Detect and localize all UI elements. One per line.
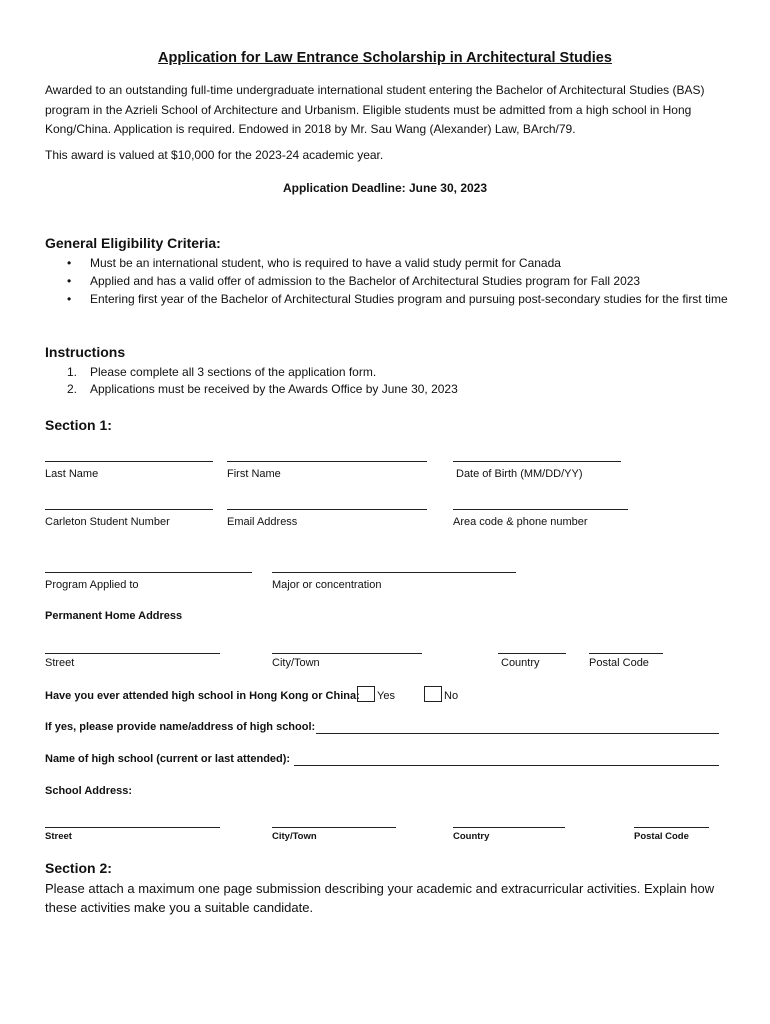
instructions-heading: Instructions <box>45 344 126 360</box>
list-item <box>45 254 735 272</box>
award-value-text: This award is valued at $10,000 for the 2023-24 academic year. <box>45 148 384 162</box>
phone-field[interactable] <box>453 509 628 510</box>
section2-text: Please attach a maximum one page submission describing your academic and extracurricular activities. Explain how these activities make you a suitable candidate. <box>45 881 715 915</box>
list-item <box>45 364 735 381</box>
no-checkbox[interactable] <box>424 686 442 702</box>
student-number-field[interactable] <box>45 509 213 510</box>
list-item <box>45 290 735 308</box>
if-yes-label: If yes, please provide name/address of high school: <box>45 721 316 733</box>
home-street-field[interactable] <box>45 653 220 654</box>
program-label: Program Applied to <box>45 579 139 591</box>
list-item-text: Entering first year of the Bachelor of Architectural Studies program and pursuing post-secondary studies for the first time <box>90 292 728 306</box>
school-name-label: Name of high school (current or last attended): <box>45 753 291 765</box>
list-number: 1. <box>67 365 78 379</box>
home-city-field[interactable] <box>272 653 422 654</box>
school-postal-field[interactable] <box>634 827 709 828</box>
school-city-label: City/Town <box>272 831 317 842</box>
intro-paragraph: Awarded to an outstanding full-time undergraduate international student entering the Bachelor of Architectural Studies (BAS) program in the Azrieli School of Architecture and Urbanism. Eligible students must be admitted from a high school in Hong Kong/China. Application is required. Endowed in 2018 by Mr. Sau Wang (Alexander) Law, BArch/79. <box>45 83 705 136</box>
home-postal-field[interactable] <box>589 653 663 654</box>
section1-heading: Section 1: <box>45 417 112 433</box>
permanent-address-heading: Permanent Home Address <box>45 610 183 622</box>
home-street-label: Street <box>45 657 75 669</box>
hk-question: Have you ever attended high school in Hong Kong or China: <box>45 690 360 702</box>
list-item-text: Applied and has a valid offer of admission to the Bachelor of Architectural Studies program for Fall 2023 <box>90 274 641 288</box>
school-street-label: Street <box>45 831 72 842</box>
bullet-icon: • <box>67 274 72 288</box>
major-label: Major or concentration <box>272 579 382 591</box>
list-item <box>45 381 735 398</box>
school-country-field[interactable] <box>453 827 565 828</box>
list-item <box>45 272 735 290</box>
bullet-icon: • <box>67 292 72 306</box>
major-field[interactable] <box>272 572 516 573</box>
instructions-list <box>45 364 735 398</box>
school-postal-label: Postal Code <box>634 831 689 842</box>
home-postal-label: Postal Code <box>589 657 649 669</box>
last-name-field[interactable] <box>45 461 213 462</box>
email-field[interactable] <box>227 509 427 510</box>
bullet-icon: • <box>67 256 72 270</box>
school-address-heading: School Address: <box>45 785 132 797</box>
dob-label: Date of Birth (MM/DD/YY) <box>456 468 583 480</box>
program-field[interactable] <box>45 572 252 573</box>
last-name-label: Last Name <box>45 468 99 480</box>
list-item-text: Applications must be received by the Awards Office by June 30, 2023 <box>90 382 458 396</box>
school-street-field[interactable] <box>45 827 220 828</box>
yes-label: Yes <box>377 690 395 702</box>
section2-heading: Section 2: <box>45 860 112 876</box>
school-name-field[interactable] <box>294 765 719 766</box>
no-label: No <box>444 690 459 702</box>
student-number-label: Carleton Student Number <box>45 516 170 528</box>
home-country-field[interactable] <box>498 653 566 654</box>
school-country-label: Country <box>453 831 490 842</box>
first-name-label: First Name <box>227 468 281 480</box>
list-item-text: Must be an international student, who is required to have a valid study permit for Canada <box>90 256 561 270</box>
first-name-field[interactable] <box>227 461 427 462</box>
email-label: Email Address <box>227 516 298 528</box>
home-country-label: Country <box>501 657 540 669</box>
home-city-label: City/Town <box>272 657 320 669</box>
phone-label: Area code & phone number <box>453 516 588 528</box>
page-title: Application for Law Entrance Scholarship in Architectural Studies <box>158 50 612 66</box>
list-number: 2. <box>67 382 78 396</box>
deadline-text: Application Deadline: June 30, 2023 <box>282 181 488 195</box>
if-yes-field[interactable] <box>316 733 719 734</box>
list-item-text: Please complete all 3 sections of the application form. <box>90 365 377 379</box>
dob-field[interactable] <box>453 461 621 462</box>
school-city-field[interactable] <box>272 827 396 828</box>
yes-checkbox[interactable] <box>357 686 375 702</box>
eligibility-list <box>45 254 735 308</box>
eligibility-heading: General Eligibility Criteria: <box>45 235 221 251</box>
